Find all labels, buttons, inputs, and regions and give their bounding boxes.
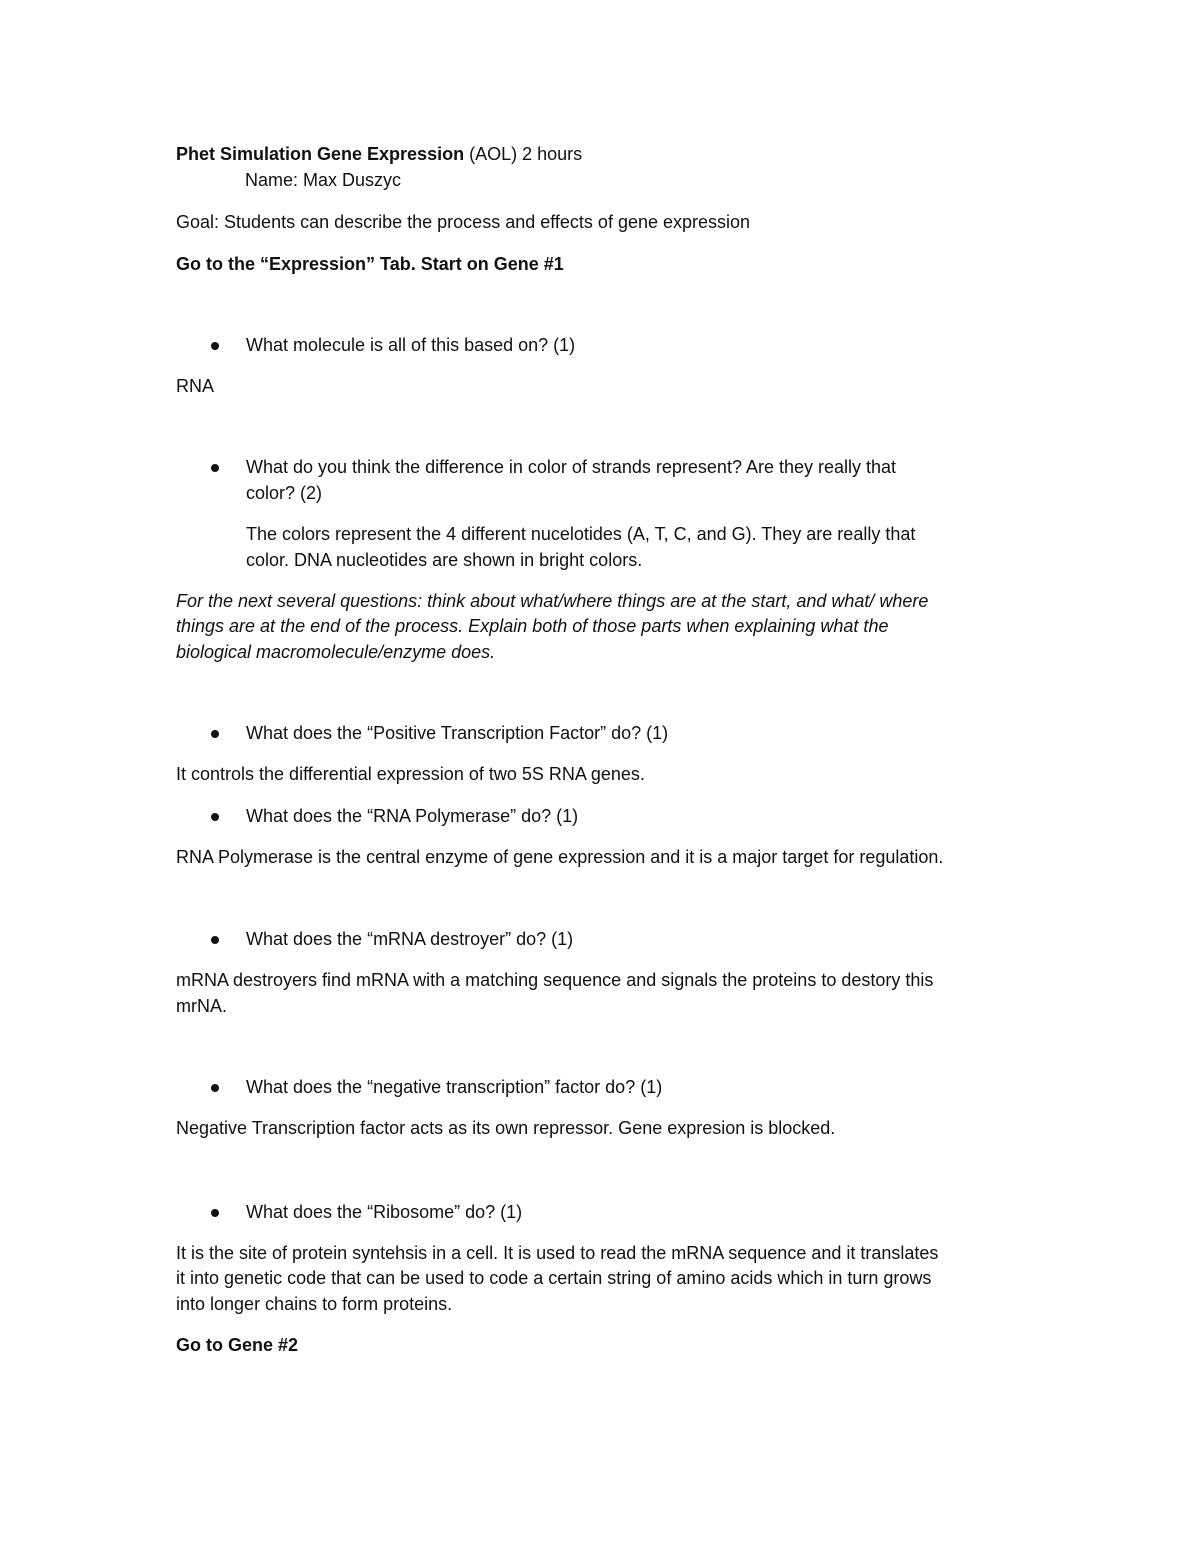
title-rest: (AOL) 2 hours — [464, 144, 583, 164]
answer-7-line-2: it into genetic code that can be used to code a certain string of amino acids which in turn grows — [176, 1268, 932, 1288]
question-2-line-2: color? (2) — [246, 483, 323, 503]
title-bold: Phet Simulation Gene Expression — [176, 144, 465, 164]
answer-7-line-3: into longer chains to form proteins. — [176, 1294, 453, 1314]
bullet-icon — [211, 342, 219, 350]
bullet-icon — [211, 813, 219, 821]
instruction-line-2: things are at the end of the process. Explain both of those parts when explaining what the — [176, 616, 889, 636]
question-4: What does the “RNA Polymerase” do? (1) — [246, 806, 579, 826]
bullet-icon — [211, 464, 219, 472]
goal-line — [176, 210, 750, 235]
answer-5-line-2: mrNA. — [176, 996, 227, 1016]
answer-1: RNA — [176, 376, 215, 396]
instruction-line-3: biological macromolecule/enzyme does. — [176, 642, 496, 662]
bullet-icon — [211, 730, 219, 738]
document-title — [176, 142, 582, 167]
answer-6: Negative Transcription factor acts as its own repressor. Gene expresion is blocked. — [176, 1118, 836, 1138]
bullet-icon — [211, 1084, 219, 1092]
answer-5-line-1: mRNA destroyers find mRNA with a matching sequence and signals the proteins to destory this — [176, 970, 934, 990]
answer-7-line-1: It is the site of protein syntehsis in a cell. It is used to read the mRNA sequence and it translates — [176, 1243, 939, 1263]
answer-4: RNA Polymerase is the central enzyme of gene expression and it is a major target for regulation. — [176, 847, 944, 867]
question-6: What does the “negative transcription” factor do? (1) — [246, 1077, 663, 1097]
student-name: Name: Max Duszyc — [245, 170, 402, 190]
question-5: What does the “mRNA destroyer” do? (1) — [246, 929, 574, 949]
section-heading-gene-2: Go to Gene #2 — [176, 1335, 299, 1355]
section-heading-gene-1: Go to the “Expression” Tab. Start on Gene #1 — [176, 254, 564, 274]
instruction-line-1: For the next several questions: think about what/where things are at the start, and what/ where — [176, 591, 929, 611]
goal-text: Students can describe the process and effects of gene expression — [219, 212, 751, 232]
question-3: What does the “Positive Transcription Factor” do? (1) — [246, 723, 669, 743]
question-2-line-1: What do you think the difference in color of strands represent? Are they really that — [246, 457, 897, 477]
answer-3: It controls the differential expression of two 5S RNA genes. — [176, 764, 645, 784]
bullet-icon — [211, 936, 219, 944]
goal-label: Goal: — [176, 212, 220, 232]
answer-2-line-2: color. DNA nucleotides are shown in bright colors. — [246, 550, 643, 570]
question-1: What molecule is all of this based on? (1) — [246, 335, 576, 355]
question-7: What does the “Ribosome” do? (1) — [246, 1202, 523, 1222]
bullet-icon — [211, 1209, 219, 1217]
answer-2-line-1: The colors represent the 4 different nucelotides (A, T, C, and G). They are really that — [246, 524, 916, 544]
